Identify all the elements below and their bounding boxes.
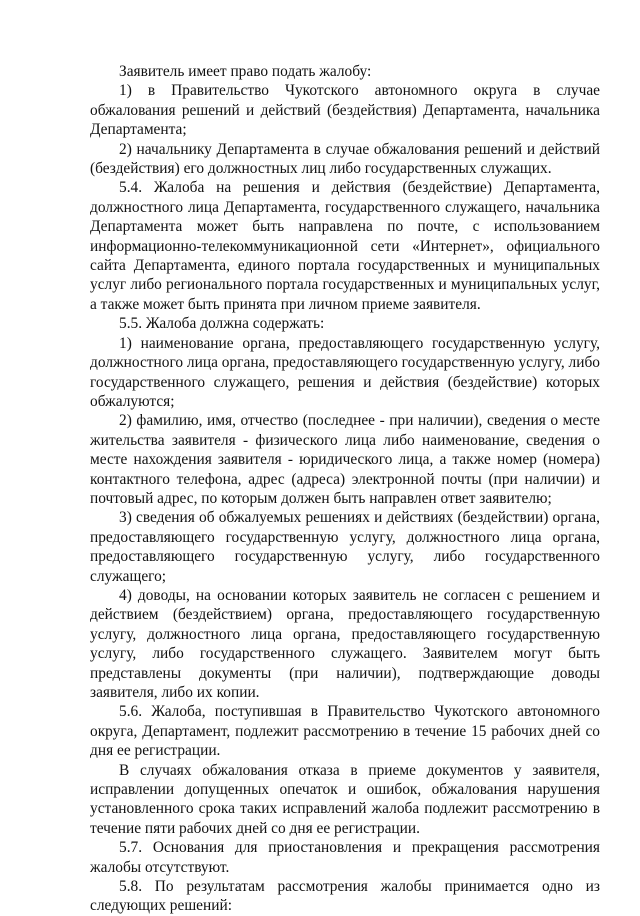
paragraph-5-8: 5.8. По результатам рассмотрения жалобы принимается одно из следующих решений:: [90, 878, 600, 915]
paragraph-5-6: 5.6. Жалоба, поступившая в Правительство Чукотского автономного округа, Департамент, подлежит рассмотрению в течение 15 рабочих дней со дня ее регистрации.: [90, 703, 600, 760]
paragraph-item-2: 2) начальнику Департамента в случае обжалования решений и действий (бездействия) его должностных лиц либо государственных служащих.: [90, 140, 600, 178]
paragraph-5-4: 5.4. Жалоба на решения и действия (бездействие) Департамента, должностного лица Департамента, государственного служащего, начальника Департамента может быть направлена по почте, с использованием информационно-телекоммуникационной сети «Интернет», официального сайта Департамента, единого портала государственных и муниципальных услуг либо регионального портала государственных и муниципальных услуг, а также может быть принята при личном приеме заявителя.: [90, 179, 600, 313]
paragraph-item-1: 1) в Правительство Чукотского автономного округа в случае обжалования решений и действий (бездействия) Департамента, начальника Департамента;: [90, 82, 600, 139]
paragraph-5-5-item-4: 4) доводы, на основании которых заявитель не согласен с решением и действием (бездействием) органа, предоставляющего государственную услугу, должностного лица органа, предоставляющего государственную услугу, либо государственного служащего. Заявителем могут быть представлены документы (при наличии), подтверждающие доводы заявителя, либо их копии.: [90, 586, 600, 701]
paragraph-5-5-item-3: 3) сведения об обжалуемых решениях и действиях (бездействии) органа, предоставляющего государственную услугу, должностного лица органа, предоставляющего государственную услугу, либо государственного служащего;: [90, 509, 600, 585]
document-page: [90, 62, 600, 916]
paragraph-5-5-item-1: 1) наименование органа, предоставляющего государственную услугу, должностного лица органа, предоставляющего государственную услугу, либо государственного служащего, решения и действия (бездействие) которых обжалуются;: [90, 334, 600, 410]
paragraph-5-5: 5.5. Жалоба должна содержать:: [119, 315, 325, 333]
paragraph-intro: Заявитель имеет право подать жалобу:: [119, 63, 372, 80]
paragraph-5-5-item-2: 2) фамилию, имя, отчество (последнее - при наличии), сведения о месте жительства заявителя - физического лица либо наименование, сведения о месте нахождения заявителя - юридического лица, а также номер (номера) контактного телефона, адрес (адреса) электронной почты (при наличии) и почтовый адрес, по которым должен быть направлен ответ заявителю;: [90, 412, 600, 507]
paragraph-5-6-cases: В случаях обжалования отказа в приеме документов у заявителя, исправлении допущенных опечаток и ошибок, обжалования нарушения установленного срока таких исправлений жалоба подлежит рассмотрению в течение пяти рабочих дней со дня ее регистрации.: [90, 761, 600, 837]
paragraph-5-7: 5.7. Основания для приостановления и прекращения рассмотрения жалобы отсутствуют.: [90, 839, 600, 876]
